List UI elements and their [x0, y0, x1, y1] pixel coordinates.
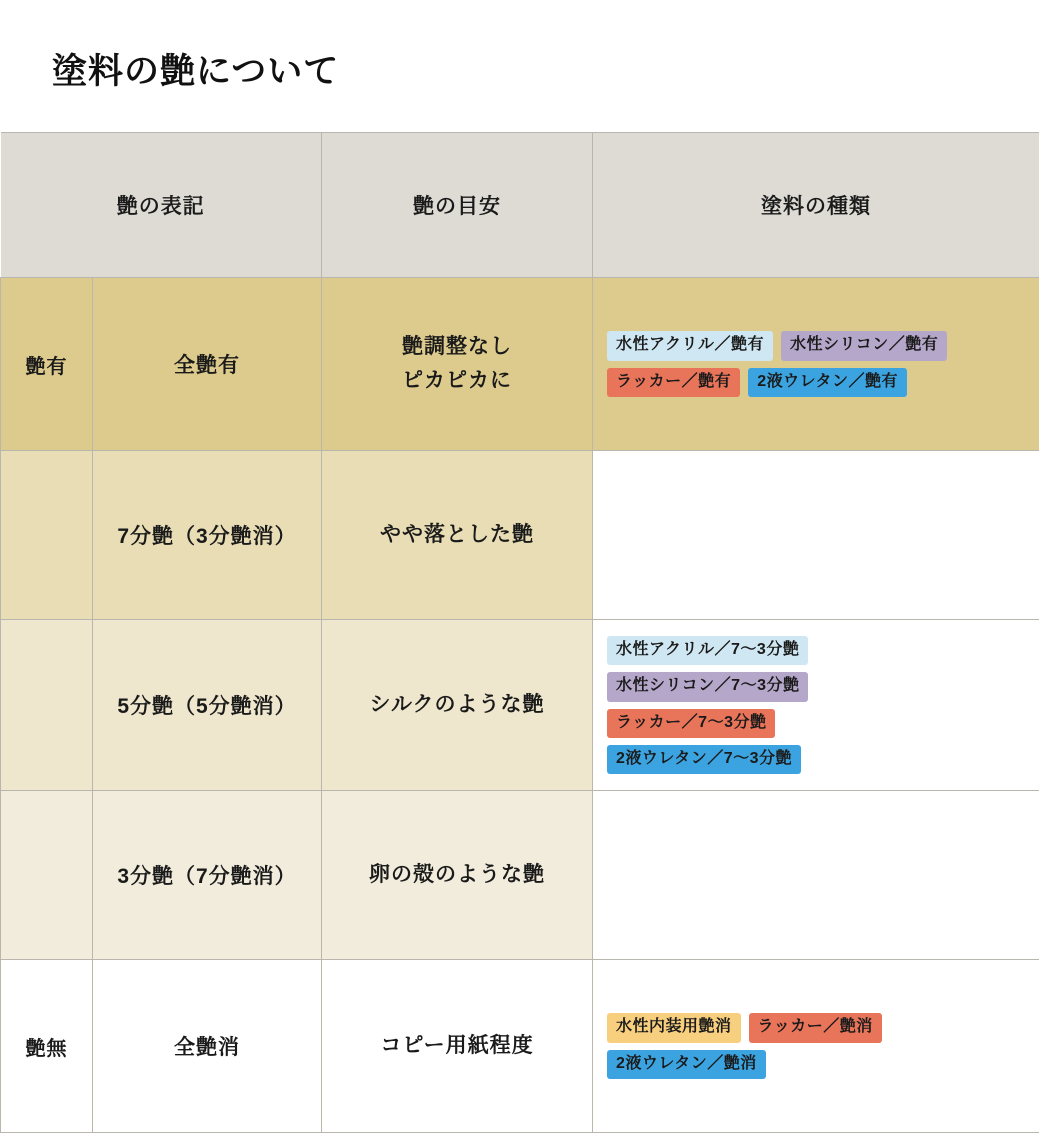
- cell-gloss-notation: 全艶消: [93, 960, 322, 1133]
- column-header-notation: 艶の表記: [1, 133, 322, 278]
- cell-gloss-guide: [322, 451, 593, 620]
- guide-line: 艶調整なし: [323, 330, 591, 364]
- cell-gloss-group: [1, 451, 93, 620]
- cell-gloss-notation: 7分艶（3分艶消）: [93, 451, 322, 620]
- paint-tag: 水性アクリル／艶有: [607, 331, 773, 360]
- table-row: [1, 451, 1039, 620]
- paint-tag: 水性シリコン／7〜3分艶: [607, 672, 808, 701]
- cell-gloss-group: 艶有: [1, 278, 93, 451]
- cell-gloss-notation: 5分艶（5分艶消）: [93, 620, 322, 791]
- table-header: [1, 133, 1039, 278]
- cell-gloss-group: [1, 620, 93, 791]
- paint-tag: 水性シリコン／艶有: [781, 331, 947, 360]
- cell-gloss-group: 艶無: [1, 960, 93, 1133]
- paint-tag: 水性アクリル／7〜3分艶: [607, 636, 808, 665]
- guide-line: 卵の殻のような艶: [323, 858, 591, 892]
- cell-paint-types: [593, 620, 1039, 791]
- cell-gloss-guide: [322, 278, 593, 451]
- table-row: [1, 960, 1039, 1133]
- guide-line: ピカピカに: [323, 364, 591, 398]
- table-row: [1, 278, 1039, 451]
- paint-tag: 水性内装用艶消: [607, 1013, 741, 1042]
- guide-line: やや落とした艶: [323, 518, 591, 552]
- column-header-paint-types: 塗料の種類: [593, 133, 1039, 278]
- cell-gloss-guide: [322, 620, 593, 791]
- paint-tag: ラッカー／艶消: [749, 1013, 882, 1042]
- cell-paint-types: [593, 960, 1039, 1133]
- cell-paint-types: [593, 451, 1039, 620]
- table-body: [1, 278, 1039, 1133]
- paint-tag: 2液ウレタン／艶消: [607, 1050, 766, 1079]
- cell-paint-types: [593, 278, 1039, 451]
- paint-tag: 2液ウレタン／7〜3分艶: [607, 745, 801, 774]
- paint-tag-list: [607, 331, 1025, 397]
- cell-paint-types: [593, 791, 1039, 960]
- column-header-guide: 艶の目安: [322, 133, 593, 278]
- table-header-row: [1, 133, 1039, 278]
- guide-line: シルクのような艶: [323, 688, 591, 722]
- paint-tag-list: [607, 636, 1025, 775]
- cell-gloss-notation: 全艶有: [93, 278, 322, 451]
- table-row: [1, 791, 1039, 960]
- cell-gloss-notation: 3分艶（7分艶消）: [93, 791, 322, 960]
- gloss-table: [0, 132, 1039, 1133]
- guide-line: コピー用紙程度: [323, 1029, 591, 1063]
- cell-gloss-guide: [322, 960, 593, 1133]
- page-title: 塗料の艶について: [0, 0, 1039, 94]
- cell-gloss-guide: [322, 791, 593, 960]
- paint-tag: ラッカー／7〜3分艶: [607, 709, 775, 738]
- paint-tag-list: [607, 1013, 1025, 1079]
- table-row: [1, 620, 1039, 791]
- cell-gloss-group: [1, 791, 93, 960]
- paint-tag: 2液ウレタン／艶有: [748, 368, 907, 397]
- paint-tag: ラッカー／艶有: [607, 368, 740, 397]
